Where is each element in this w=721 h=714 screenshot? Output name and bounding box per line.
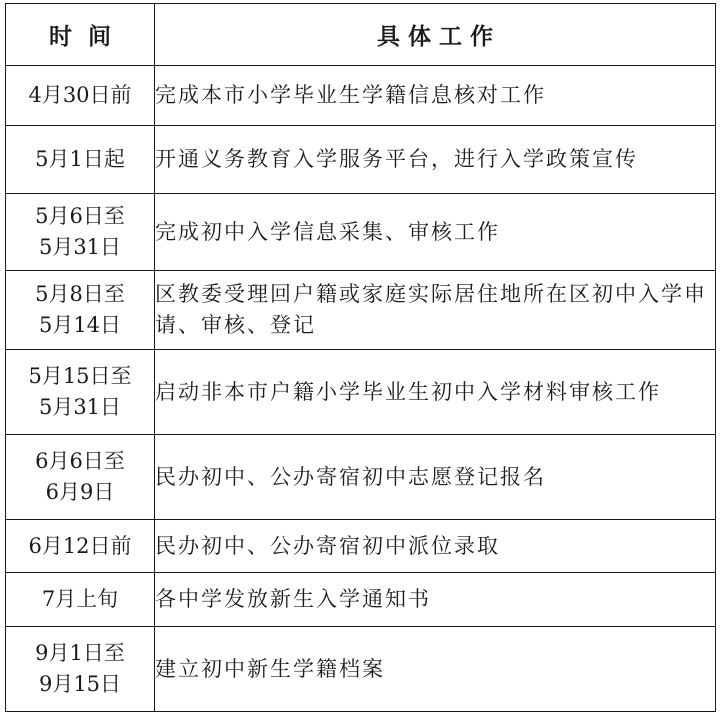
table-row: [6, 573, 716, 627]
time-text-end: 5月31日: [38, 395, 122, 419]
time-text-end: 6月9日: [45, 480, 115, 504]
work-cell: 完成本市小学毕业生学籍信息核对工作: [155, 66, 716, 126]
work-cell: 民办初中、公办寄宿初中派位录取: [155, 520, 716, 573]
table-row: [6, 194, 716, 271]
time-text-start: 5月15日至: [28, 364, 132, 388]
work-cell: 各中学发放新生入学通知书: [155, 573, 716, 627]
time-text-start: 6月6日至: [35, 449, 125, 473]
time-cell: [6, 350, 155, 435]
time-text-end: 5月14日: [38, 313, 122, 337]
time-text-start: 9月1日至: [35, 641, 125, 665]
time-cell: [6, 194, 155, 271]
table-row: [6, 520, 716, 573]
header-time-label: 时 间: [48, 23, 111, 50]
time-cell: [6, 520, 155, 573]
header-work: [155, 4, 716, 66]
work-cell: 区教委受理回户籍或家庭实际居住地所在区初中入学申请、审核、登记: [155, 271, 716, 350]
header-work-label: 具 体 工 作: [376, 23, 494, 50]
time-cell: [6, 627, 155, 712]
time-cell: [6, 573, 155, 627]
header-time: [6, 4, 155, 66]
time-text-end: 5月31日: [38, 235, 122, 259]
time-text: 6月12日前: [28, 533, 132, 558]
table-row: [6, 126, 716, 194]
time-text-start: 5月6日至: [35, 204, 125, 228]
table-row: [6, 435, 716, 520]
header-row: [6, 4, 716, 66]
time-text: 5月1日起: [35, 147, 125, 171]
work-cell: 开通义务教育入学服务平台，进行入学政策宣传: [155, 126, 716, 194]
schedule-table: [5, 3, 716, 712]
work-cell: 民办初中、公办寄宿初中志愿登记报名: [155, 435, 716, 520]
time-text: 7月上旬: [41, 587, 119, 611]
time-cell: [6, 66, 155, 126]
table-row: [6, 66, 716, 126]
table-row: [6, 627, 716, 712]
time-text-end: 9月15日: [38, 672, 122, 696]
table-row: [6, 350, 716, 435]
time-text-start: 5月8日至: [35, 282, 125, 306]
time-cell: [6, 435, 155, 520]
time-text: 4月30日前: [28, 83, 132, 107]
work-cell: 建立初中新生学籍档案: [155, 627, 716, 712]
table-row: [6, 271, 716, 350]
work-cell: 启动非本市户籍小学毕业生初中入学材料审核工作: [155, 350, 716, 435]
time-cell: [6, 271, 155, 350]
work-cell: 完成初中入学信息采集、审核工作: [155, 194, 716, 271]
time-cell: [6, 126, 155, 194]
